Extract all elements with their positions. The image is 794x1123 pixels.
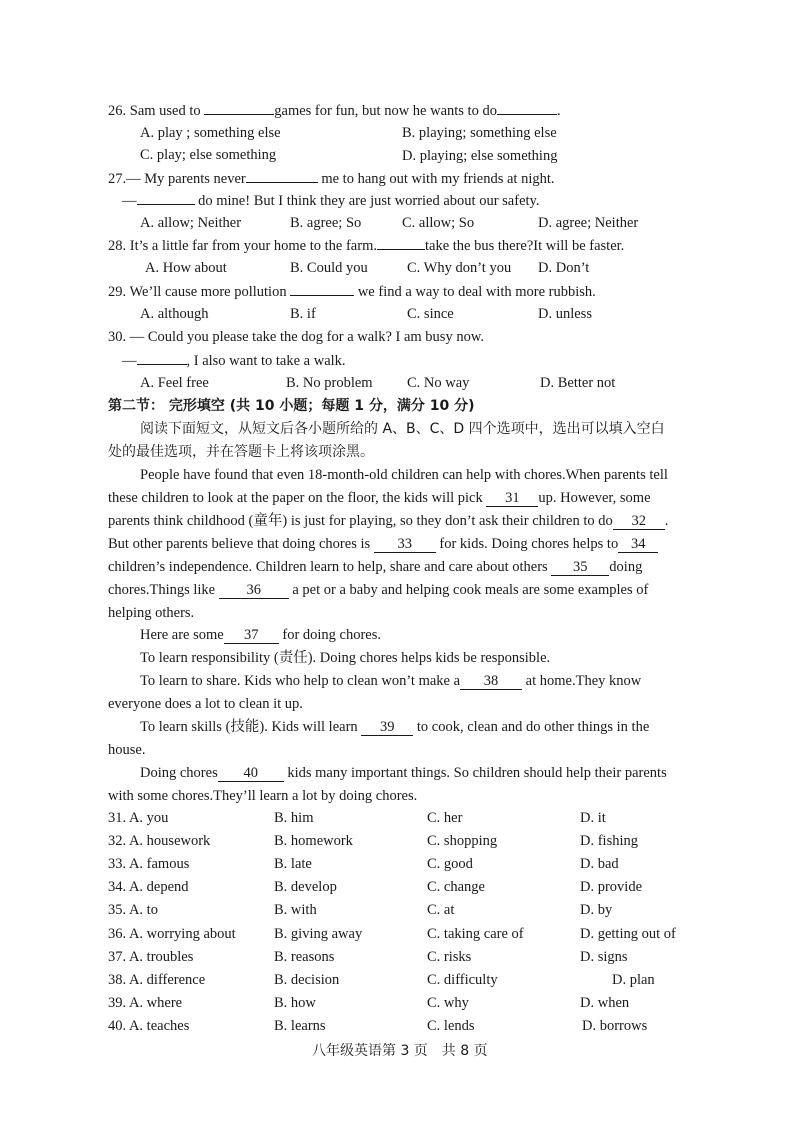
passage-text: up. However, some bbox=[538, 490, 651, 506]
q28-option-d: D. Don’t bbox=[538, 260, 590, 276]
option-a: 40. A. teaches bbox=[108, 1018, 190, 1034]
blank-38: 38 bbox=[460, 673, 522, 690]
option-b: B. how bbox=[274, 995, 316, 1011]
option-c: C. risks bbox=[427, 949, 472, 965]
answer-blank bbox=[377, 235, 425, 250]
option-a: 31. A. you bbox=[108, 810, 169, 826]
q30-dash: — bbox=[122, 353, 137, 369]
q28-option-c: C. Why don’t you bbox=[407, 260, 512, 276]
passage-line bbox=[140, 763, 667, 783]
q26-option-b: B. playing; something else bbox=[402, 125, 557, 141]
q27-stem bbox=[108, 168, 555, 189]
q28-option-a: A. How about bbox=[145, 260, 227, 276]
q27-dash: — bbox=[122, 193, 137, 209]
option-d: D. getting out of bbox=[580, 926, 676, 942]
option-b: B. giving away bbox=[274, 926, 363, 942]
option-b: B. learns bbox=[274, 1018, 326, 1034]
passage-text: doing bbox=[609, 559, 643, 575]
option-a: 32. A. housework bbox=[108, 833, 211, 849]
passage-text: Here are some bbox=[140, 627, 224, 643]
option-a: 33. A. famous bbox=[108, 856, 190, 872]
option-b: B. him bbox=[274, 810, 314, 826]
passage-text: kids many important things. So children should help their parents bbox=[283, 765, 667, 781]
q26-stem-part: games for fun, but now he wants to do bbox=[274, 103, 497, 119]
q26-stem-part: 26. Sam used to bbox=[108, 103, 205, 119]
q26-option-c: C. play; else something bbox=[140, 147, 277, 163]
passage-line bbox=[140, 625, 381, 645]
answer-blank bbox=[246, 168, 318, 183]
q28-stem bbox=[108, 235, 624, 256]
q29-stem bbox=[108, 281, 596, 302]
answer-blank bbox=[204, 100, 274, 115]
passage-text: To learn skills (技能). Kids will learn bbox=[140, 719, 362, 735]
q29-option-b: B. if bbox=[290, 306, 316, 322]
q30-option-b: B. No problem bbox=[286, 375, 373, 391]
q26-option-a: A. play ; something else bbox=[140, 125, 281, 141]
passage-text: But other parents believe that doing chores is bbox=[108, 536, 374, 552]
option-b: B. develop bbox=[274, 879, 337, 895]
blank-35: 35 bbox=[551, 559, 609, 576]
option-c: C. good bbox=[427, 856, 473, 872]
q26-stem-part: . bbox=[556, 103, 561, 119]
blank-37: 37 bbox=[224, 627, 279, 644]
option-c: C. her bbox=[427, 810, 463, 826]
passage-line bbox=[108, 557, 642, 577]
option-d: D. it bbox=[580, 810, 606, 826]
option-b: B. late bbox=[274, 856, 312, 872]
answer-blank bbox=[137, 350, 187, 365]
option-a: 38. A. difference bbox=[108, 972, 206, 988]
q27-line2 bbox=[122, 190, 539, 211]
answer-blank bbox=[497, 100, 557, 115]
q27-stem-part: 27.— My parents never bbox=[108, 171, 246, 187]
q28-stem-part: 28. It’s a little far from your home to the farm. bbox=[108, 238, 377, 254]
passage-line bbox=[108, 534, 658, 554]
option-a: 37. A. troubles bbox=[108, 949, 194, 965]
answer-blank bbox=[137, 190, 195, 205]
passage-text: parents think childhood (童年) is just for playing, so they don’t ask their children to do bbox=[108, 513, 613, 529]
option-d: D. by bbox=[580, 902, 613, 918]
blank-34: 34 bbox=[618, 536, 658, 553]
q30-stem: 30. — Could you please take the dog for a walk? I am busy now. bbox=[108, 329, 484, 345]
q27-option-d: D. agree; Neither bbox=[538, 215, 639, 231]
page-footer: 八年级英语第 3 页 共 8 页 bbox=[312, 1043, 488, 1059]
passage-line bbox=[140, 671, 641, 691]
q27-option-a: A. allow; Neither bbox=[140, 215, 242, 231]
option-c: C. at bbox=[427, 902, 455, 918]
q30-line2 bbox=[122, 350, 346, 371]
option-c: C. lends bbox=[427, 1018, 475, 1034]
q26-stem bbox=[108, 100, 561, 121]
passage-line: helping others. bbox=[108, 605, 195, 621]
q27-stem-part: me to hang out with my friends at night. bbox=[317, 171, 555, 187]
option-c: C. change bbox=[427, 879, 485, 895]
passage-line: everyone does a lot to clean it up. bbox=[108, 696, 303, 712]
blank-39: 39 bbox=[361, 719, 413, 736]
option-a: 34. A. depend bbox=[108, 879, 189, 895]
blank-40: 40 bbox=[218, 765, 284, 782]
option-a: 35. A. to bbox=[108, 902, 158, 918]
option-d: D. signs bbox=[580, 949, 628, 965]
option-d: D. plan bbox=[612, 972, 655, 988]
passage-text: these children to look at the paper on the floor, the kids will pick bbox=[108, 490, 487, 506]
q27-option-b: B. agree; So bbox=[290, 215, 362, 231]
blank-33: 33 bbox=[374, 536, 436, 553]
option-b: B. reasons bbox=[274, 949, 335, 965]
option-d: D. fishing bbox=[580, 833, 638, 849]
option-a: 39. A. where bbox=[108, 995, 183, 1011]
q29-option-d: D. unless bbox=[538, 306, 592, 322]
blank-36: 36 bbox=[219, 582, 289, 599]
passage-line bbox=[108, 511, 668, 531]
option-c: C. shopping bbox=[427, 833, 498, 849]
q28-stem-part: take the bus there?It will be faster. bbox=[424, 238, 625, 254]
option-a: 36. A. worrying about bbox=[108, 926, 236, 942]
passage-text: children’s independence. Children learn to help, share and care about others bbox=[108, 559, 552, 575]
section-instructions-line1: 阅读下面短文，从短文后各小题所给的 A、B、C、D 四个选项中，选出可以填入空白 bbox=[140, 421, 665, 437]
passage-text: chores.Things like bbox=[108, 582, 219, 598]
passage-line bbox=[108, 488, 651, 508]
option-c: C. why bbox=[427, 995, 469, 1011]
q27-option-c: C. allow; So bbox=[402, 215, 475, 231]
q27-line2-text: do mine! But I think they are just worried about our safety. bbox=[194, 193, 540, 209]
q29-option-a: A. although bbox=[140, 306, 209, 322]
q30-line2-text: , I also want to take a walk. bbox=[186, 353, 346, 369]
passage-line bbox=[140, 717, 649, 737]
q29-stem-part: 29. We’ll cause more pollution bbox=[108, 284, 291, 300]
q26-option-d: D. playing; else something bbox=[402, 148, 558, 164]
option-b: B. homework bbox=[274, 833, 353, 849]
q28-option-b: B. Could you bbox=[290, 260, 368, 276]
option-b: B. with bbox=[274, 902, 317, 918]
section-instructions-line2: 处的最佳选项，并在答题卡上将该项涂黑。 bbox=[108, 444, 374, 460]
option-d: D. provide bbox=[580, 879, 643, 895]
passage-text: at home.They know bbox=[522, 673, 642, 689]
option-c: C. difficulty bbox=[427, 972, 498, 988]
passage-line bbox=[108, 580, 648, 600]
passage-text: To learn to share. Kids who help to clean won’t make a bbox=[140, 673, 461, 689]
passage-line: To learn responsibility (责任). Doing chores helps kids be responsible. bbox=[140, 650, 551, 666]
option-c: C. taking care of bbox=[427, 926, 524, 942]
passage-text: a pet or a baby and helping cook meals are some examples of bbox=[288, 582, 649, 598]
blank-32: 32 bbox=[613, 513, 665, 530]
q29-stem-part: we find a way to deal with more rubbish. bbox=[354, 284, 596, 300]
option-d: D. bad bbox=[580, 856, 619, 872]
passage-text: to cook, clean and do other things in the bbox=[413, 719, 650, 735]
q30-option-d: D. Better not bbox=[540, 375, 616, 391]
q30-option-c: C. No way bbox=[407, 375, 470, 391]
option-b: B. decision bbox=[274, 972, 340, 988]
section-title: 第二节： 完形填空 (共 10 小题；每题 1 分，满分 10 分) bbox=[108, 398, 475, 414]
q30-option-a: A. Feel free bbox=[140, 375, 209, 391]
passage-text: Doing chores bbox=[140, 765, 218, 781]
option-d: D. borrows bbox=[582, 1018, 648, 1034]
answer-blank bbox=[290, 281, 354, 296]
passage-line: People have found that even 18-month-old children can help with chores.When parents tell bbox=[140, 467, 668, 483]
passage-text: . bbox=[664, 513, 669, 529]
option-d: D. when bbox=[580, 995, 630, 1011]
passage-line: with some chores.They’ll learn a lot by doing chores. bbox=[108, 788, 418, 804]
blank-31: 31 bbox=[486, 490, 538, 507]
q29-option-c: C. since bbox=[407, 306, 454, 322]
passage-text: for kids. Doing chores helps to bbox=[435, 536, 619, 552]
passage-text: for doing chores. bbox=[278, 627, 382, 643]
passage-line: house. bbox=[108, 742, 146, 758]
